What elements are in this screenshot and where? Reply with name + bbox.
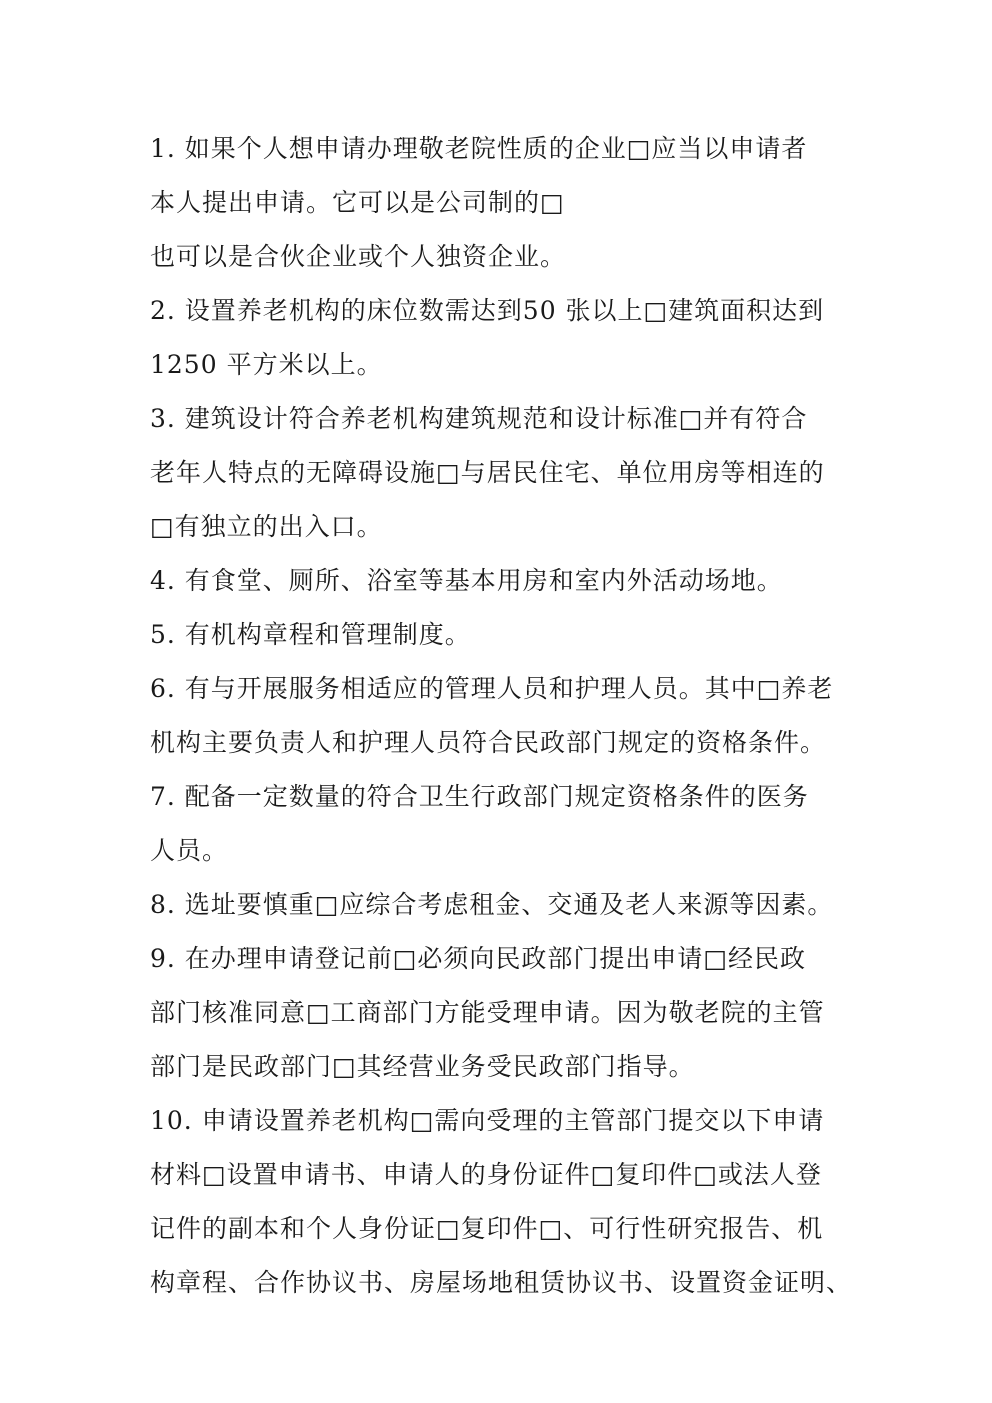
document-body bbox=[150, 122, 853, 1310]
text-line: 也可以是合伙企业或个人独资企业。 bbox=[150, 242, 567, 271]
text-line: 本人提出申请。它可以是公司制的□ bbox=[150, 188, 565, 217]
text-line: 10. 申请设置养老机构□需向受理的主管部门提交以下申请 bbox=[150, 1106, 825, 1135]
text-line: 部门是民政部门□其经营业务受民政部门指导。 bbox=[150, 1052, 695, 1081]
text-line: 8. 选址要慎重□应综合考虑租金、交通及老人来源等因素。 bbox=[150, 890, 834, 919]
text-line: 1250 平方米以上。 bbox=[150, 350, 383, 379]
text-line: 9. 在办理申请登记前□必须向民政部门提出申请□经民政 bbox=[150, 944, 807, 973]
text-line: □有独立的出入口。 bbox=[150, 512, 383, 541]
text-line: 7. 配备一定数量的符合卫生行政部门规定资格条件的医务 bbox=[150, 782, 809, 811]
text-line: 4. 有食堂、厕所、浴室等基本用房和室内外活动场地。 bbox=[150, 566, 783, 595]
text-line: 人员。 bbox=[150, 836, 229, 865]
text-line: 老年人特点的无障碍设施□与居民住宅、单位用房等相连的 bbox=[150, 458, 825, 487]
text-line: 部门核准同意□工商部门方能受理申请。因为敬老院的主管 bbox=[150, 998, 825, 1027]
text-line: 材料□设置申请书、申请人的身份证件□复印件□或法人登 bbox=[150, 1160, 822, 1189]
text-line: 记件的副本和个人身份证□复印件□、可行性研究报告、机 bbox=[150, 1214, 824, 1243]
text-line: 构章程、合作协议书、房屋场地租赁协议书、设置资金证明、 bbox=[150, 1268, 853, 1297]
text-line: 5. 有机构章程和管理制度。 bbox=[150, 620, 471, 649]
text-line: 6. 有与开展服务相适应的管理人员和护理人员。其中□养老 bbox=[150, 674, 834, 703]
text-line: 1. 如果个人想申请办理敬老院性质的企业□应当以申请者 bbox=[150, 134, 808, 163]
text-line: 机构主要负责人和护理人员符合民政部门规定的资格条件。 bbox=[150, 728, 827, 757]
text-line: 2. 设置养老机构的床位数需达到50 张以上□建筑面积达到 bbox=[150, 296, 825, 325]
text-line: 3. 建筑设计符合养老机构建筑规范和设计标准□并有符合 bbox=[150, 404, 808, 433]
